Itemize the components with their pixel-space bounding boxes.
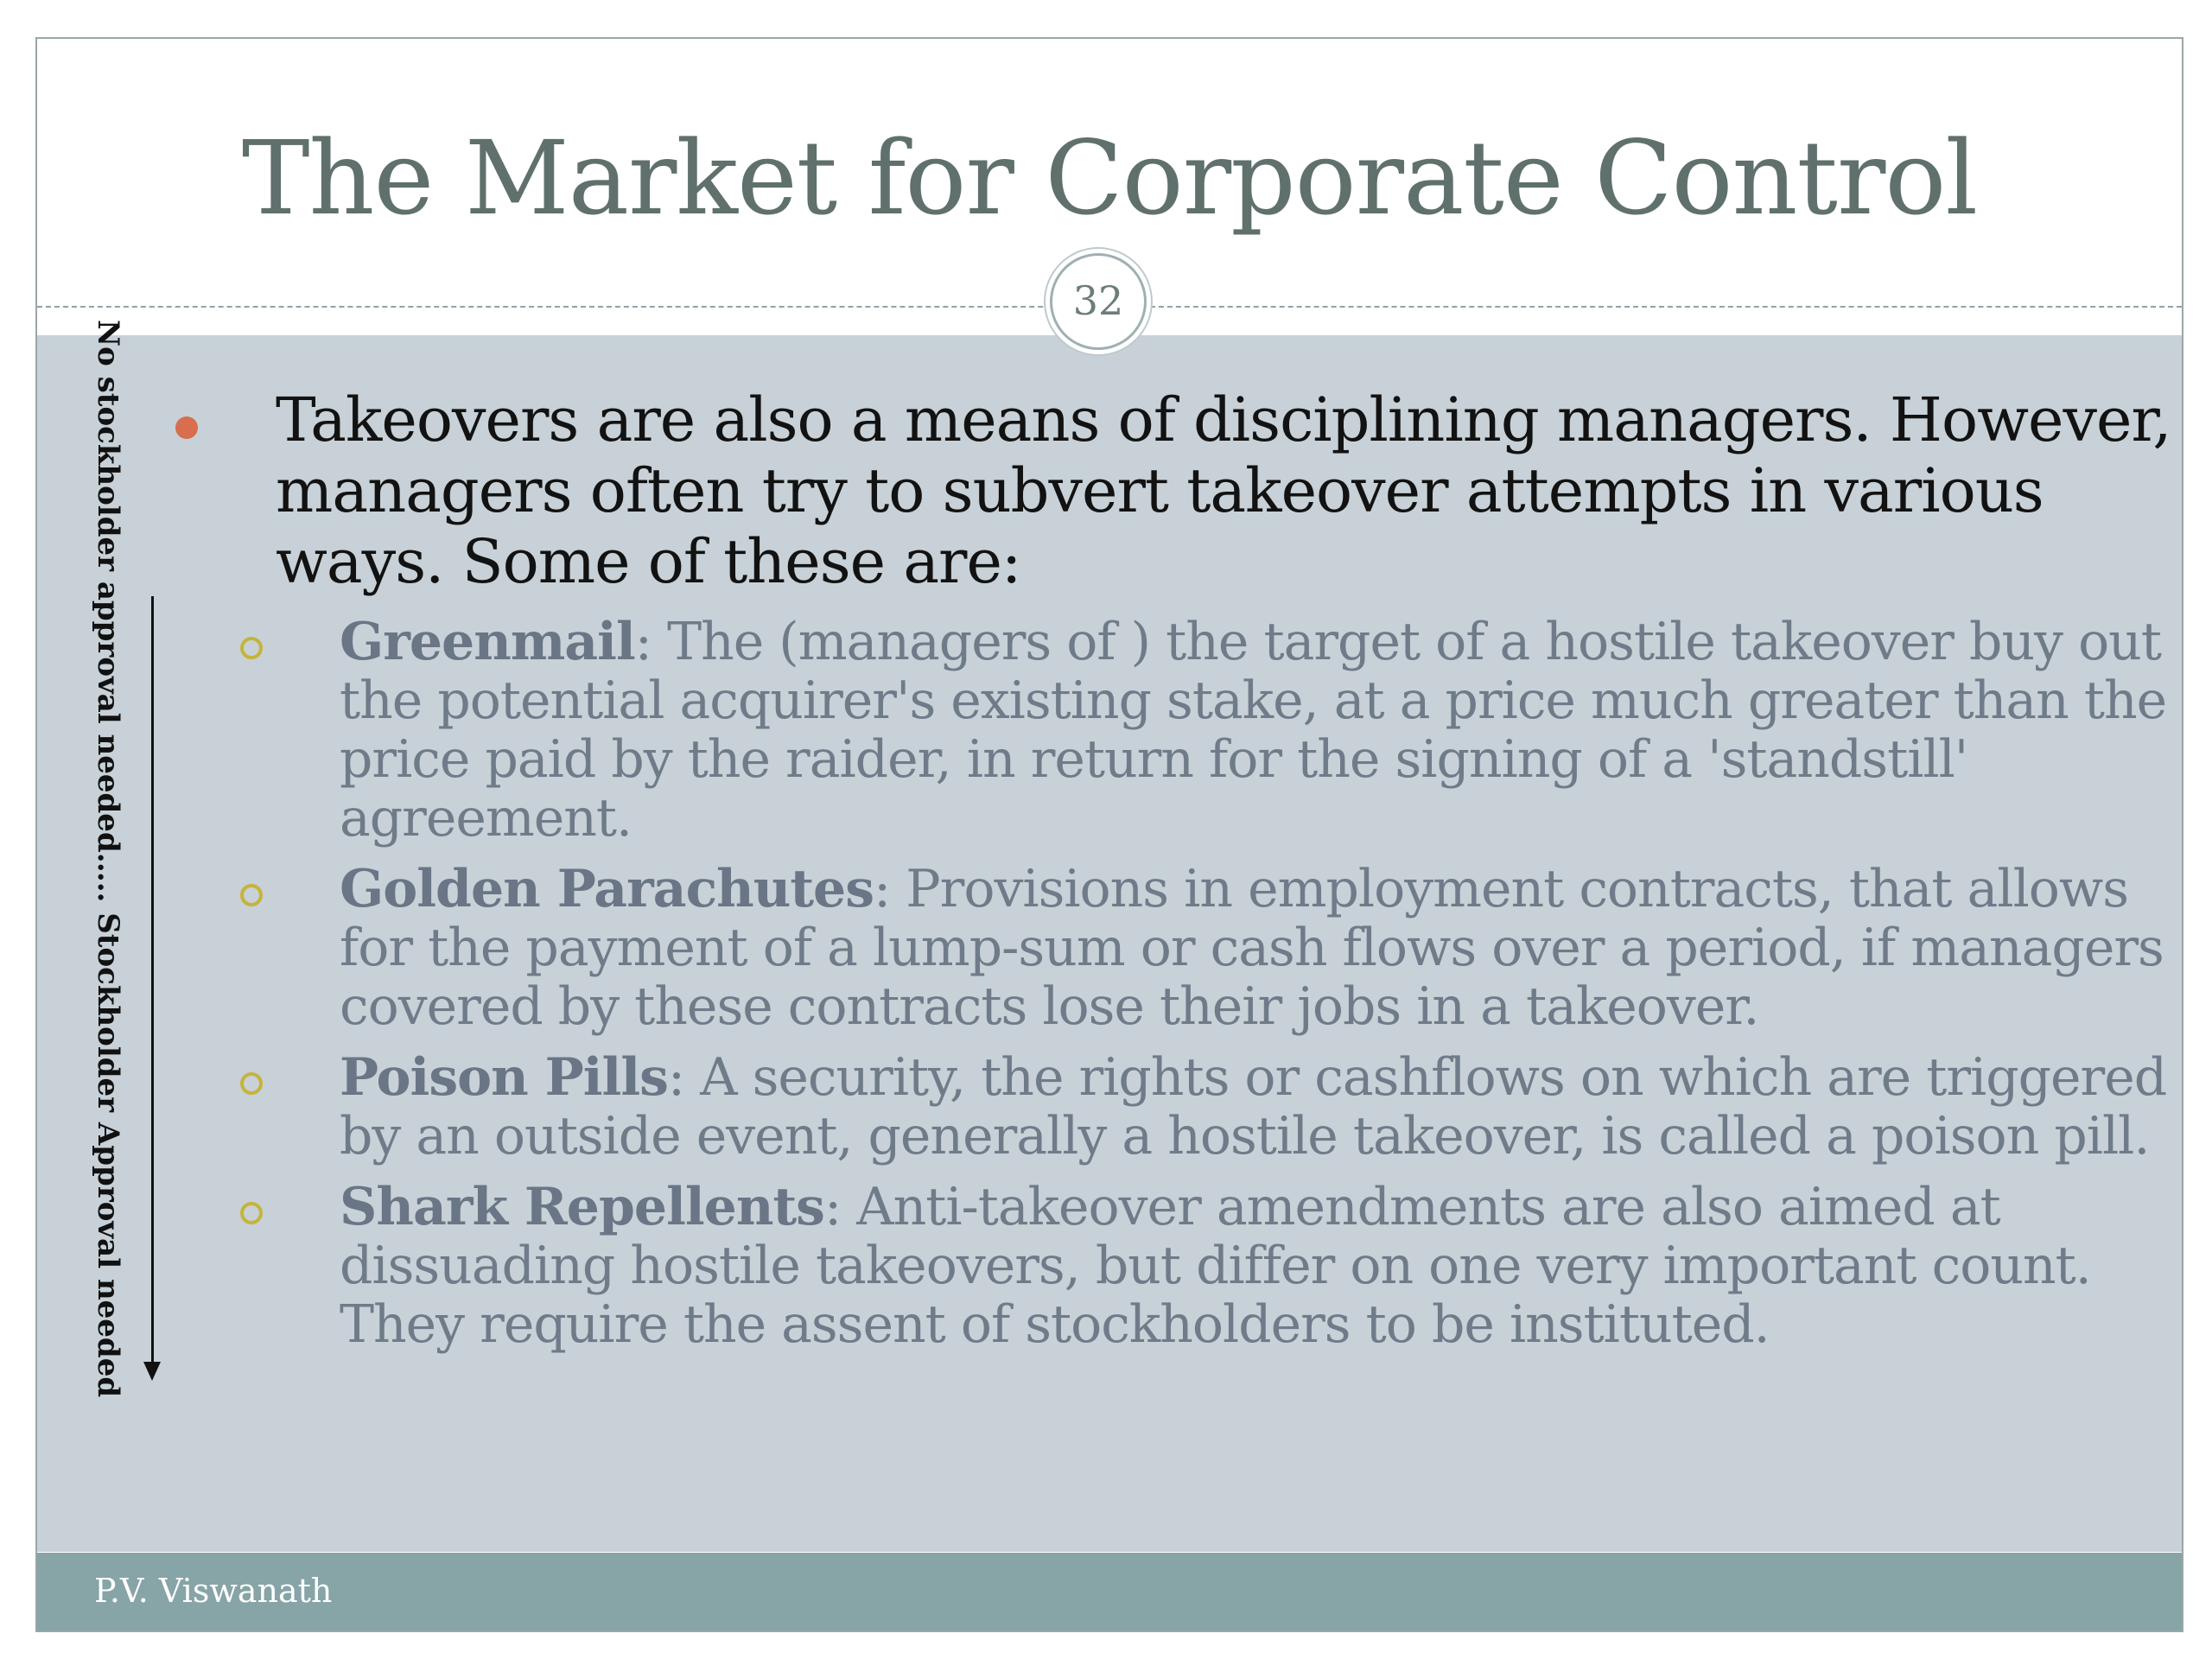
hollow-circle-icon bbox=[240, 1072, 263, 1095]
sub-bullet-shark-repellents bbox=[240, 1178, 2183, 1354]
sub-bullet-text bbox=[340, 1178, 2183, 1354]
sub-bullet-term: Greenmail bbox=[340, 612, 635, 672]
footer-bar bbox=[37, 1553, 2182, 1632]
main-bullet-text: Takeovers are also a means of disciplining managers. However, managers often try to subvert takeover attempts in various ways. Some of these are: bbox=[276, 385, 2171, 597]
slide bbox=[35, 37, 2183, 1632]
down-arrow-line bbox=[151, 596, 154, 1368]
sub-bullet-list bbox=[240, 613, 2183, 1366]
sub-bullet-golden-parachutes bbox=[240, 860, 2183, 1036]
sub-bullet-description: : The (managers of ) the target of a hostile takeover buy out the potential acquirer's existing stake, at a price much greater than the price paid by the raider, in return for the signing of a 'standstill' agreement. bbox=[340, 612, 2167, 849]
sub-bullet-term: Poison Pills bbox=[340, 1047, 668, 1108]
slide-title: The Market for Corporate Control bbox=[241, 118, 1978, 238]
sub-bullet-text bbox=[340, 860, 2183, 1036]
hollow-circle-icon bbox=[240, 1202, 263, 1224]
bullet-dot-icon bbox=[175, 416, 198, 439]
sub-bullet-term: Shark Repellents bbox=[340, 1177, 824, 1237]
sub-bullet-text bbox=[340, 613, 2183, 848]
sub-bullet-text bbox=[340, 1048, 2183, 1166]
hollow-circle-icon bbox=[240, 637, 263, 659]
sub-bullet-description: : Provisions in employment contracts, that allows for the payment of a lump-sum or cash flows over a period, if managers covered by these contracts lose their jobs in a takeover. bbox=[340, 859, 2164, 1037]
hollow-circle-icon bbox=[240, 884, 263, 906]
sub-bullet-term: Golden Parachutes bbox=[340, 859, 874, 919]
sub-bullet-description: : Anti-takeover amendments are also aimed at dissuading hostile takeovers, but differ on one very important count. They require the assent of stockholders to be instituted. bbox=[340, 1177, 2091, 1355]
slide-number-badge: 32 bbox=[1050, 253, 1147, 350]
footer-author: P.V. Viswanath bbox=[94, 1572, 333, 1610]
sub-bullet-poison-pills bbox=[240, 1048, 2183, 1166]
down-arrow-icon bbox=[143, 1362, 161, 1381]
sub-bullet-description: : A security, the rights or cashflows on which are triggered by an outside event, generally a hostile takeover, is called a poison pill. bbox=[340, 1047, 2167, 1166]
side-label: No stockholder approval needed….. Stockholder Approval needed bbox=[91, 320, 125, 1398]
sub-bullet-greenmail bbox=[240, 613, 2183, 848]
